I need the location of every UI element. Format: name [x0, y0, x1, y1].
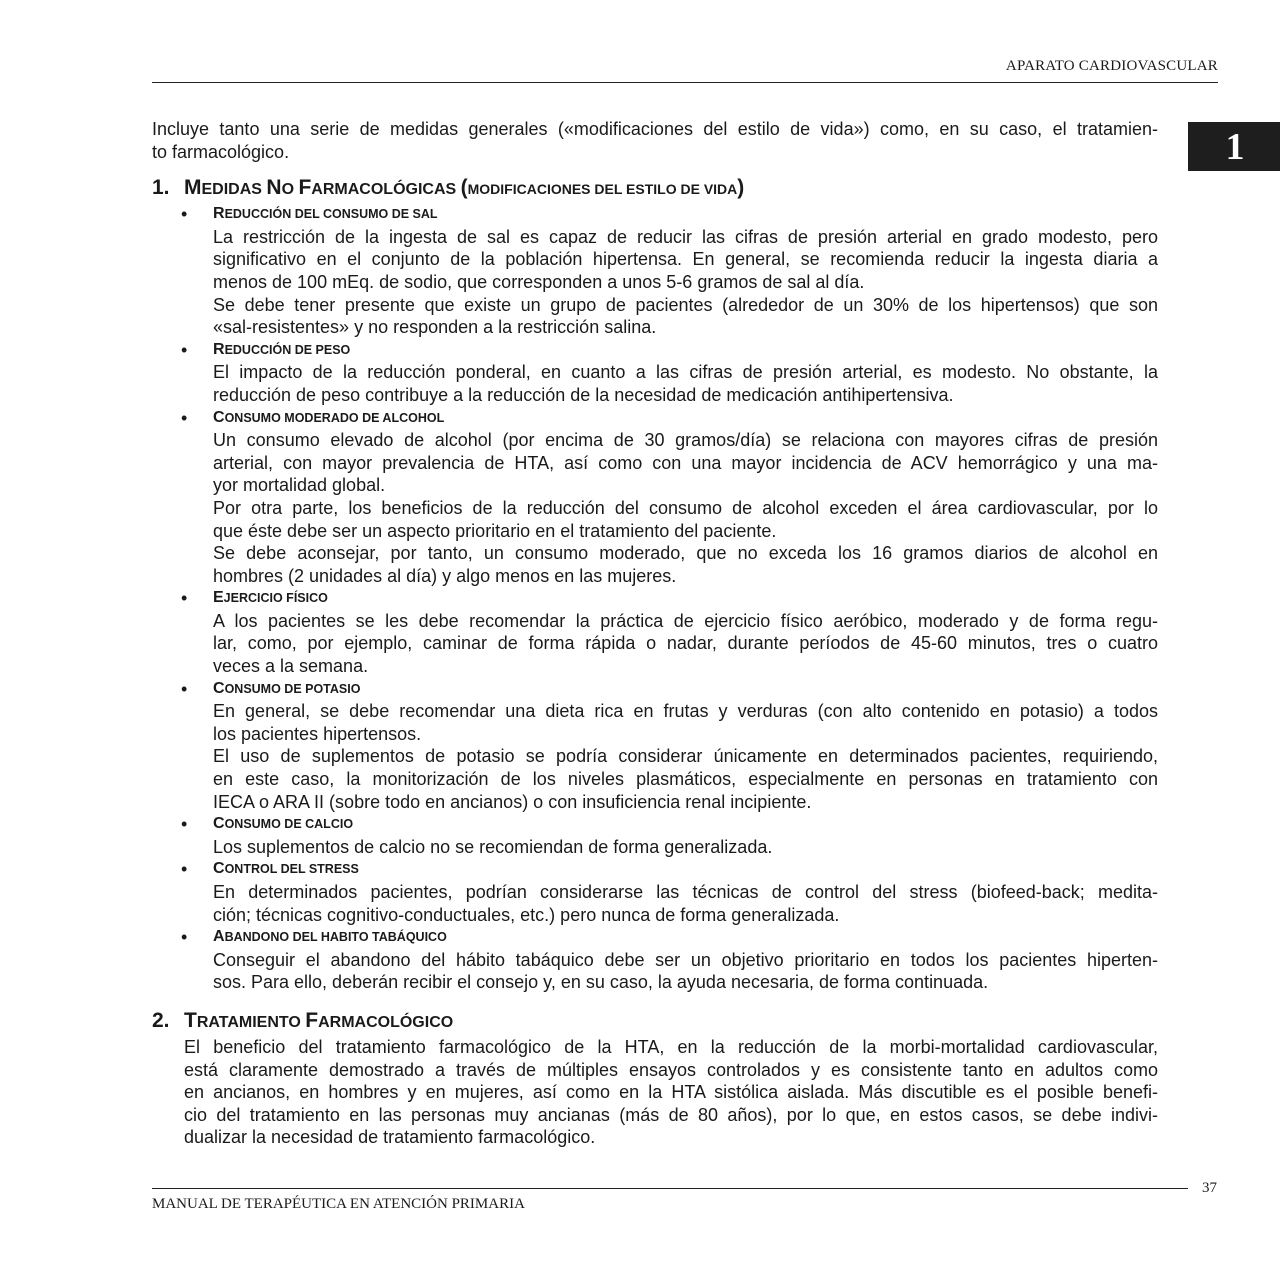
- item-text-line: Por otra parte, los beneficios de la reducción del consumo de alcohol exceden el área cardiovascular, por lo: [213, 497, 1158, 518]
- item-text-line: Se debe tener presente que existe un grupo de pacientes (alrededor de un 30% de los hipertensos) que son: [213, 294, 1158, 315]
- item-text-line: IECA o ARA II (sobre todo en ancianos) o con insuficiencia renal incipiente.: [213, 791, 812, 812]
- paragraph-line: está claramente demostrado a través de múltiples ensayos controlados y es consistente tanto en adultos como: [184, 1059, 1158, 1080]
- item-text-line: El uso de suplementos de potasio se podría considerar únicamente en determinados pacientes, requiriendo,: [213, 746, 1158, 767]
- running-header: APARATO CARDIOVASCULAR: [1005, 58, 1218, 74]
- item-text-line: Los suplementos de calcio no se recomiendan de forma generalizada.: [213, 836, 773, 857]
- item-text-line: lar, como, por ejemplo, caminar de forma rápida o nadar, durante períodos de 45-60 minutos, tres o cuatro: [213, 633, 1158, 654]
- list-item: [152, 339, 1158, 407]
- item-text-line: El impacto de la reducción ponderal, en cuanto a las cifras de presión arterial, es modesto. No obstante, la: [213, 362, 1158, 383]
- running-footer: MANUAL DE TERAPÉUTICA EN ATENCIÓN PRIMARIA: [152, 1196, 525, 1212]
- item-text-line: Conseguir el abandono del hábito tabáquico debe ser un objetivo prioritario en todos los pacientes hiperten-: [213, 949, 1158, 970]
- list-item: [152, 858, 1158, 926]
- item-text-line: ción; técnicas cognitivo-conductuales, etc.) pero nunca de forma generalizada.: [213, 904, 840, 925]
- item-title: REDUCCIÓN DEL CONSUMO DE SAL: [213, 205, 438, 223]
- header-rule: [152, 82, 1218, 83]
- page-content: [152, 118, 1158, 1149]
- item-text-line: yor mortalidad global.: [213, 475, 386, 496]
- intro-paragraph: [152, 118, 1158, 163]
- section-2: [152, 1008, 1158, 1149]
- paragraph-line: en ancianos, en hombres y en mujeres, así como en la HTA sistólica aislada. Más discutible es el posible benefi-: [184, 1082, 1158, 1103]
- item-title: ABANDONO DEL HABITO TABÁQUICO: [213, 928, 447, 946]
- bullet-icon: •: [181, 859, 188, 880]
- measures-list: [152, 203, 1158, 994]
- bullet-icon: •: [181, 814, 188, 835]
- item-title: REDUCCIÓN DE PESO: [213, 340, 351, 358]
- bullet-icon: •: [181, 407, 188, 428]
- bullet-icon: •: [181, 927, 188, 948]
- list-item: [152, 813, 1158, 858]
- section-number: 1.: [152, 176, 170, 200]
- intro-line: to farmacológico.: [152, 141, 290, 162]
- item-text-line: veces a la semana.: [213, 656, 369, 677]
- item-text-line: sos. Para ello, deberán recibir el consejo y, en su caso, la ayuda necesaria, de forma continuada.: [213, 972, 989, 993]
- item-text-line: hombres (2 unidades al día) y algo menos en las mujeres.: [213, 565, 677, 586]
- list-item: [152, 926, 1158, 994]
- item-text-line: que éste debe ser un aspecto prioritario en el tratamiento del paciente.: [213, 520, 777, 541]
- item-title: CONSUMO MODERADO DE ALCOHOL: [213, 408, 445, 426]
- item-text-line: «sal-resistentes» y no responden a la restricción salina.: [213, 317, 657, 338]
- item-text-line: En determinados pacientes, podrían considerarse las técnicas de control del stress (biofeed-back; medita-: [213, 882, 1158, 902]
- section-title-text: MEDIDAS NO FARMACOLÓGICAS (MODIFICACIONES DEL ESTILO DE VIDA): [184, 176, 745, 200]
- item-title: CONTROL DEL STRESS: [213, 860, 359, 878]
- section-number: 2.: [152, 1008, 170, 1032]
- item-text-line: en este caso, la monitorización de los niveles plasmáticos, especialmente en personas en tratamiento con: [213, 769, 1158, 790]
- item-title: CONSUMO DE POTASIO: [213, 679, 361, 697]
- item-text-line: Un consumo elevado de alcohol (por encima de 30 gramos/día) se relaciona con mayores cifras de presión: [213, 430, 1158, 451]
- item-text-line: A los pacientes se les debe recomendar la práctica de ejercicio físico aeróbico, moderado y de forma regu-: [213, 610, 1158, 631]
- item-text-line: La restricción de la ingesta de sal es capaz de reducir las cifras de presión arterial en grado modesto, pero: [213, 226, 1158, 247]
- item-text-line: Se debe aconsejar, por tanto, un consumo moderado, que no exceda los 16 gramos diarios de alcohol en: [213, 543, 1158, 564]
- paragraph-line: dualizar la necesidad de tratamiento farmacológico.: [184, 1127, 596, 1148]
- footer-rule: [152, 1188, 1188, 1189]
- list-item: [152, 678, 1158, 814]
- item-text-line: menos de 100 mEq. de sodio, que corresponden a unos 5-6 gramos de sal al día.: [213, 271, 865, 292]
- item-text-line: significativo en el conjunto de la población hipertensa. En general, se recomienda reducir la ingesta diaria a: [213, 249, 1158, 270]
- item-text-line: arterial, con mayor prevalencia de HTA, así como con una mayor incidencia de ACV hemorrágico y una ma-: [213, 452, 1158, 473]
- section-1: [152, 175, 1158, 994]
- intro-line: Incluye tanto una serie de medidas generales («modificaciones del estilo de vida») como, en su caso, el tratamien-: [152, 119, 1158, 139]
- section-title-text: TRATAMIENTO FARMACOLÓGICO: [184, 1008, 454, 1032]
- chapter-tab: 1: [1188, 122, 1280, 171]
- section-2-body: [152, 1036, 1158, 1149]
- paragraph-line: cio del tratamiento en las personas muy ancianas (más de 80 años), por lo que, en estos casos, se debe indivi-: [184, 1104, 1158, 1125]
- paragraph-line: El beneficio del tratamiento farmacológico de la HTA, en la reducción de la morbi-mortalidad cardiovascular,: [184, 1036, 1158, 1057]
- list-item: [152, 203, 1158, 339]
- bullet-icon: •: [181, 204, 188, 225]
- bullet-icon: •: [181, 339, 188, 360]
- section-1-title: [152, 175, 1158, 203]
- item-text-line: En general, se debe recomendar una dieta rica en frutas y verduras (con alto contenido en potasio) a todos: [213, 701, 1158, 722]
- item-title: CONSUMO DE CALCIO: [213, 815, 354, 833]
- section-2-title: [152, 1008, 1158, 1036]
- bullet-icon: •: [181, 678, 188, 699]
- page-number: 37: [1202, 1180, 1217, 1196]
- list-item: [152, 587, 1158, 677]
- item-text-line: los pacientes hipertensos.: [213, 723, 422, 744]
- list-item: [152, 407, 1158, 588]
- item-text-line: reducción de peso contribuye a la reducción de la necesidad de medicación antihipertensiva.: [213, 384, 954, 405]
- bullet-icon: •: [181, 588, 188, 609]
- item-title: EJERCICIO FÍSICO: [213, 589, 328, 607]
